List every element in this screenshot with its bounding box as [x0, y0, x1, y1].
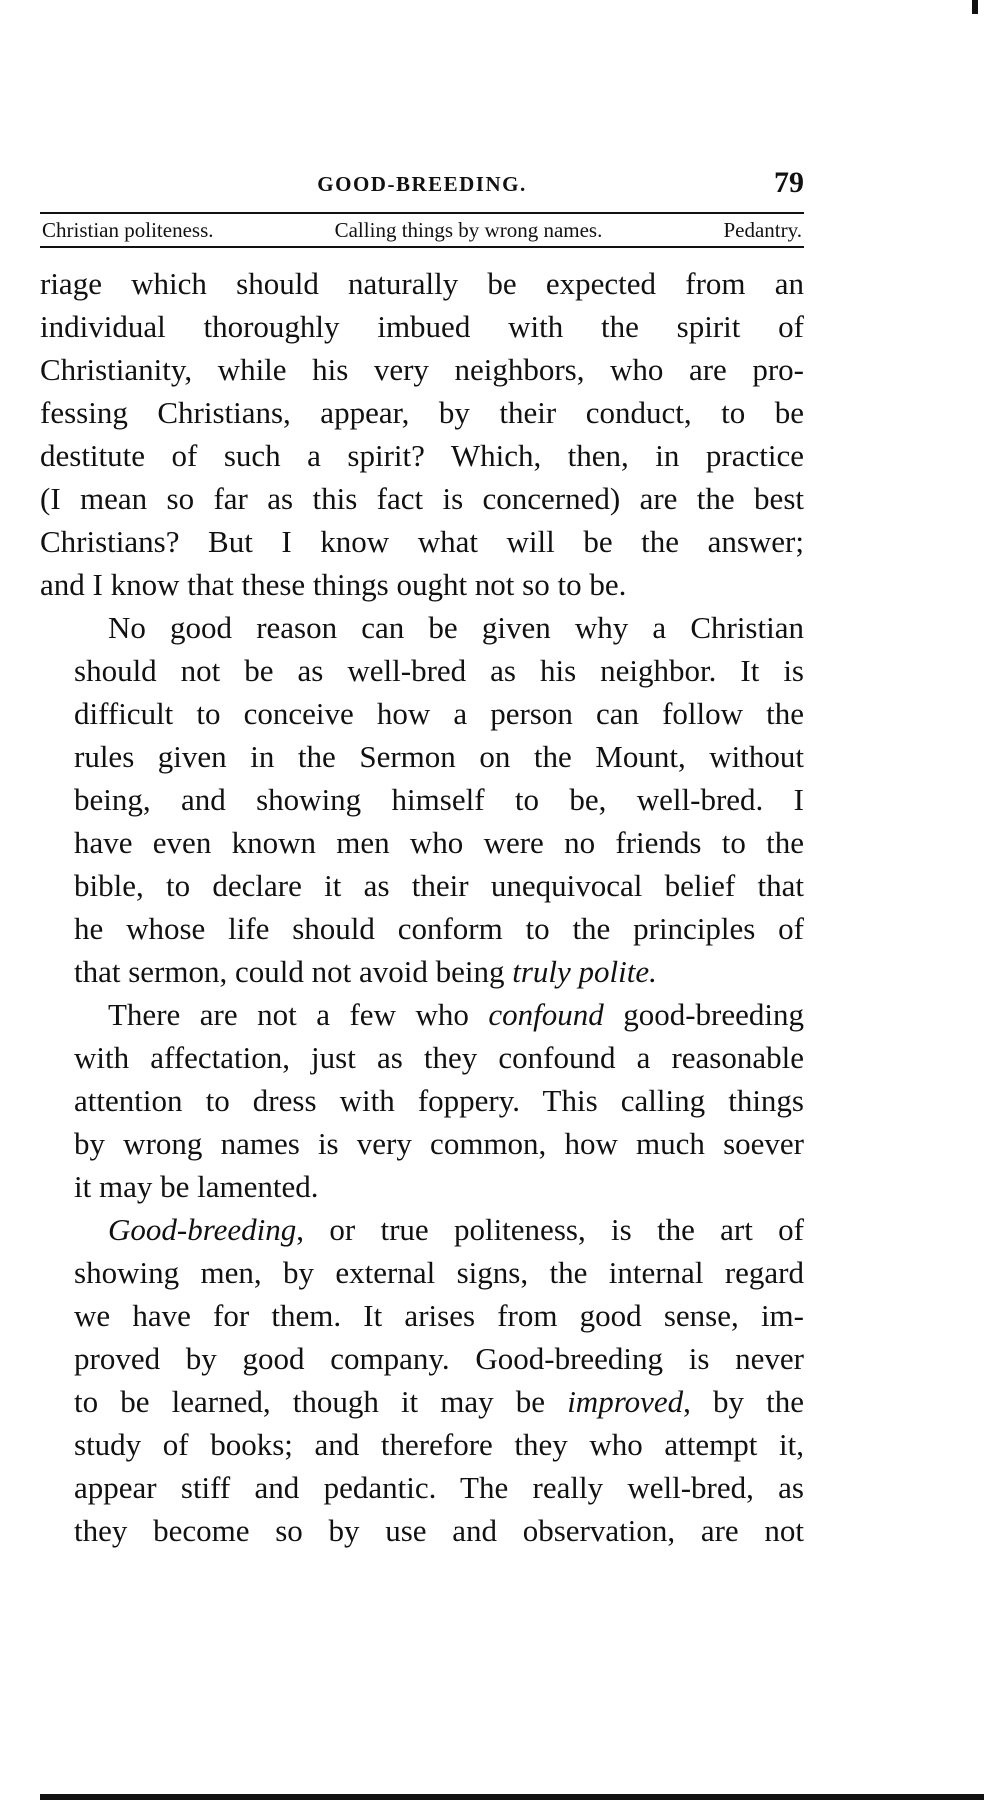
body-text: [40, 262, 804, 1552]
text-line: we have for them. It arises from good sense, im-: [74, 1298, 804, 1333]
text-segment: to be learned, though it may be: [74, 1384, 568, 1419]
text-line: (I mean so far as this fact is concerned) are the best: [40, 481, 804, 516]
text-line: [40, 993, 804, 1036]
text-line: rules given in the Sermon on the Mount, without: [74, 739, 804, 774]
italic-phrase: truly polite.: [512, 954, 657, 989]
text-line: attention to dress with foppery. This calling things: [74, 1083, 804, 1118]
text-line: fessing Christians, appear, by their conduct, to be: [40, 395, 804, 430]
text-line: Christians? But I know what will be the answer;: [40, 524, 804, 559]
paragraph-2: [40, 606, 804, 993]
italic-phrase: improved: [567, 1384, 684, 1419]
text-line: study of books; and therefore they who attempt it,: [74, 1427, 804, 1462]
text-segment: , by the: [683, 1384, 804, 1419]
text-segment: There are not a few who: [108, 997, 489, 1032]
text-line: and I know that these things ought not so to be.: [40, 567, 627, 602]
text-segment: , or true politeness, is the art of: [296, 1212, 804, 1247]
text-line: [40, 1380, 804, 1423]
paragraph-3: [40, 993, 804, 1208]
text-line: being, and showing himself to be, well-bred. I: [74, 782, 804, 817]
text-line: Christianity, while his very neighbors, who are pro-: [40, 352, 804, 387]
text-line: proved by good company. Good-breeding is never: [74, 1341, 804, 1376]
text-line: they become so by use and observation, are not: [74, 1513, 804, 1548]
text-line: [40, 950, 804, 993]
paragraph-4: [40, 1208, 804, 1552]
page-number: 79: [774, 166, 804, 199]
ink-speck: [972, 0, 978, 14]
text-line: destitute of such a spirit? Which, then, in practice: [40, 438, 804, 473]
topic-line: [40, 212, 804, 248]
text-line: should not be as well-bred as his neighbor. It is: [74, 653, 804, 688]
running-title: GOOD-BREEDING.: [317, 172, 527, 196]
text-line: [40, 1208, 804, 1251]
text-line: with affectation, just as they confound a reasonable: [74, 1040, 804, 1075]
topic-3: Pedantry.: [723, 217, 802, 242]
text-line: appear stiff and pedantic. The really well-bred, as: [74, 1470, 804, 1505]
text-line: bible, to declare it as their unequivocal belief that: [74, 868, 804, 903]
text-line: have even known men who were no friends to the: [74, 825, 804, 860]
text-line: riage which should naturally be expected from an: [40, 266, 804, 301]
text-line: individual thoroughly imbued with the spirit of: [40, 309, 804, 344]
italic-phrase: confound: [488, 997, 604, 1032]
text-line: he whose life should conform to the principles of: [74, 911, 804, 946]
text-line: showing men, by external signs, the internal regard: [74, 1255, 804, 1290]
text-line: difficult to conceive how a person can follow the: [74, 696, 804, 731]
text-segment: good-breeding: [603, 997, 804, 1032]
topic-1: Christian politeness.: [42, 217, 214, 242]
text-line: No good reason can be given why a Christian: [108, 610, 804, 645]
text-segment: that sermon, could not avoid being: [74, 954, 513, 989]
italic-phrase: Good-breeding: [108, 1212, 297, 1247]
bottom-edge-rule: [40, 1794, 984, 1800]
paragraph-1: [40, 262, 804, 606]
running-head: [40, 166, 804, 208]
text-line: by wrong names is very common, how much soever: [74, 1126, 804, 1161]
text-line: it may be lamented.: [74, 1169, 319, 1204]
topic-2: Calling things by wrong names.: [334, 217, 603, 242]
